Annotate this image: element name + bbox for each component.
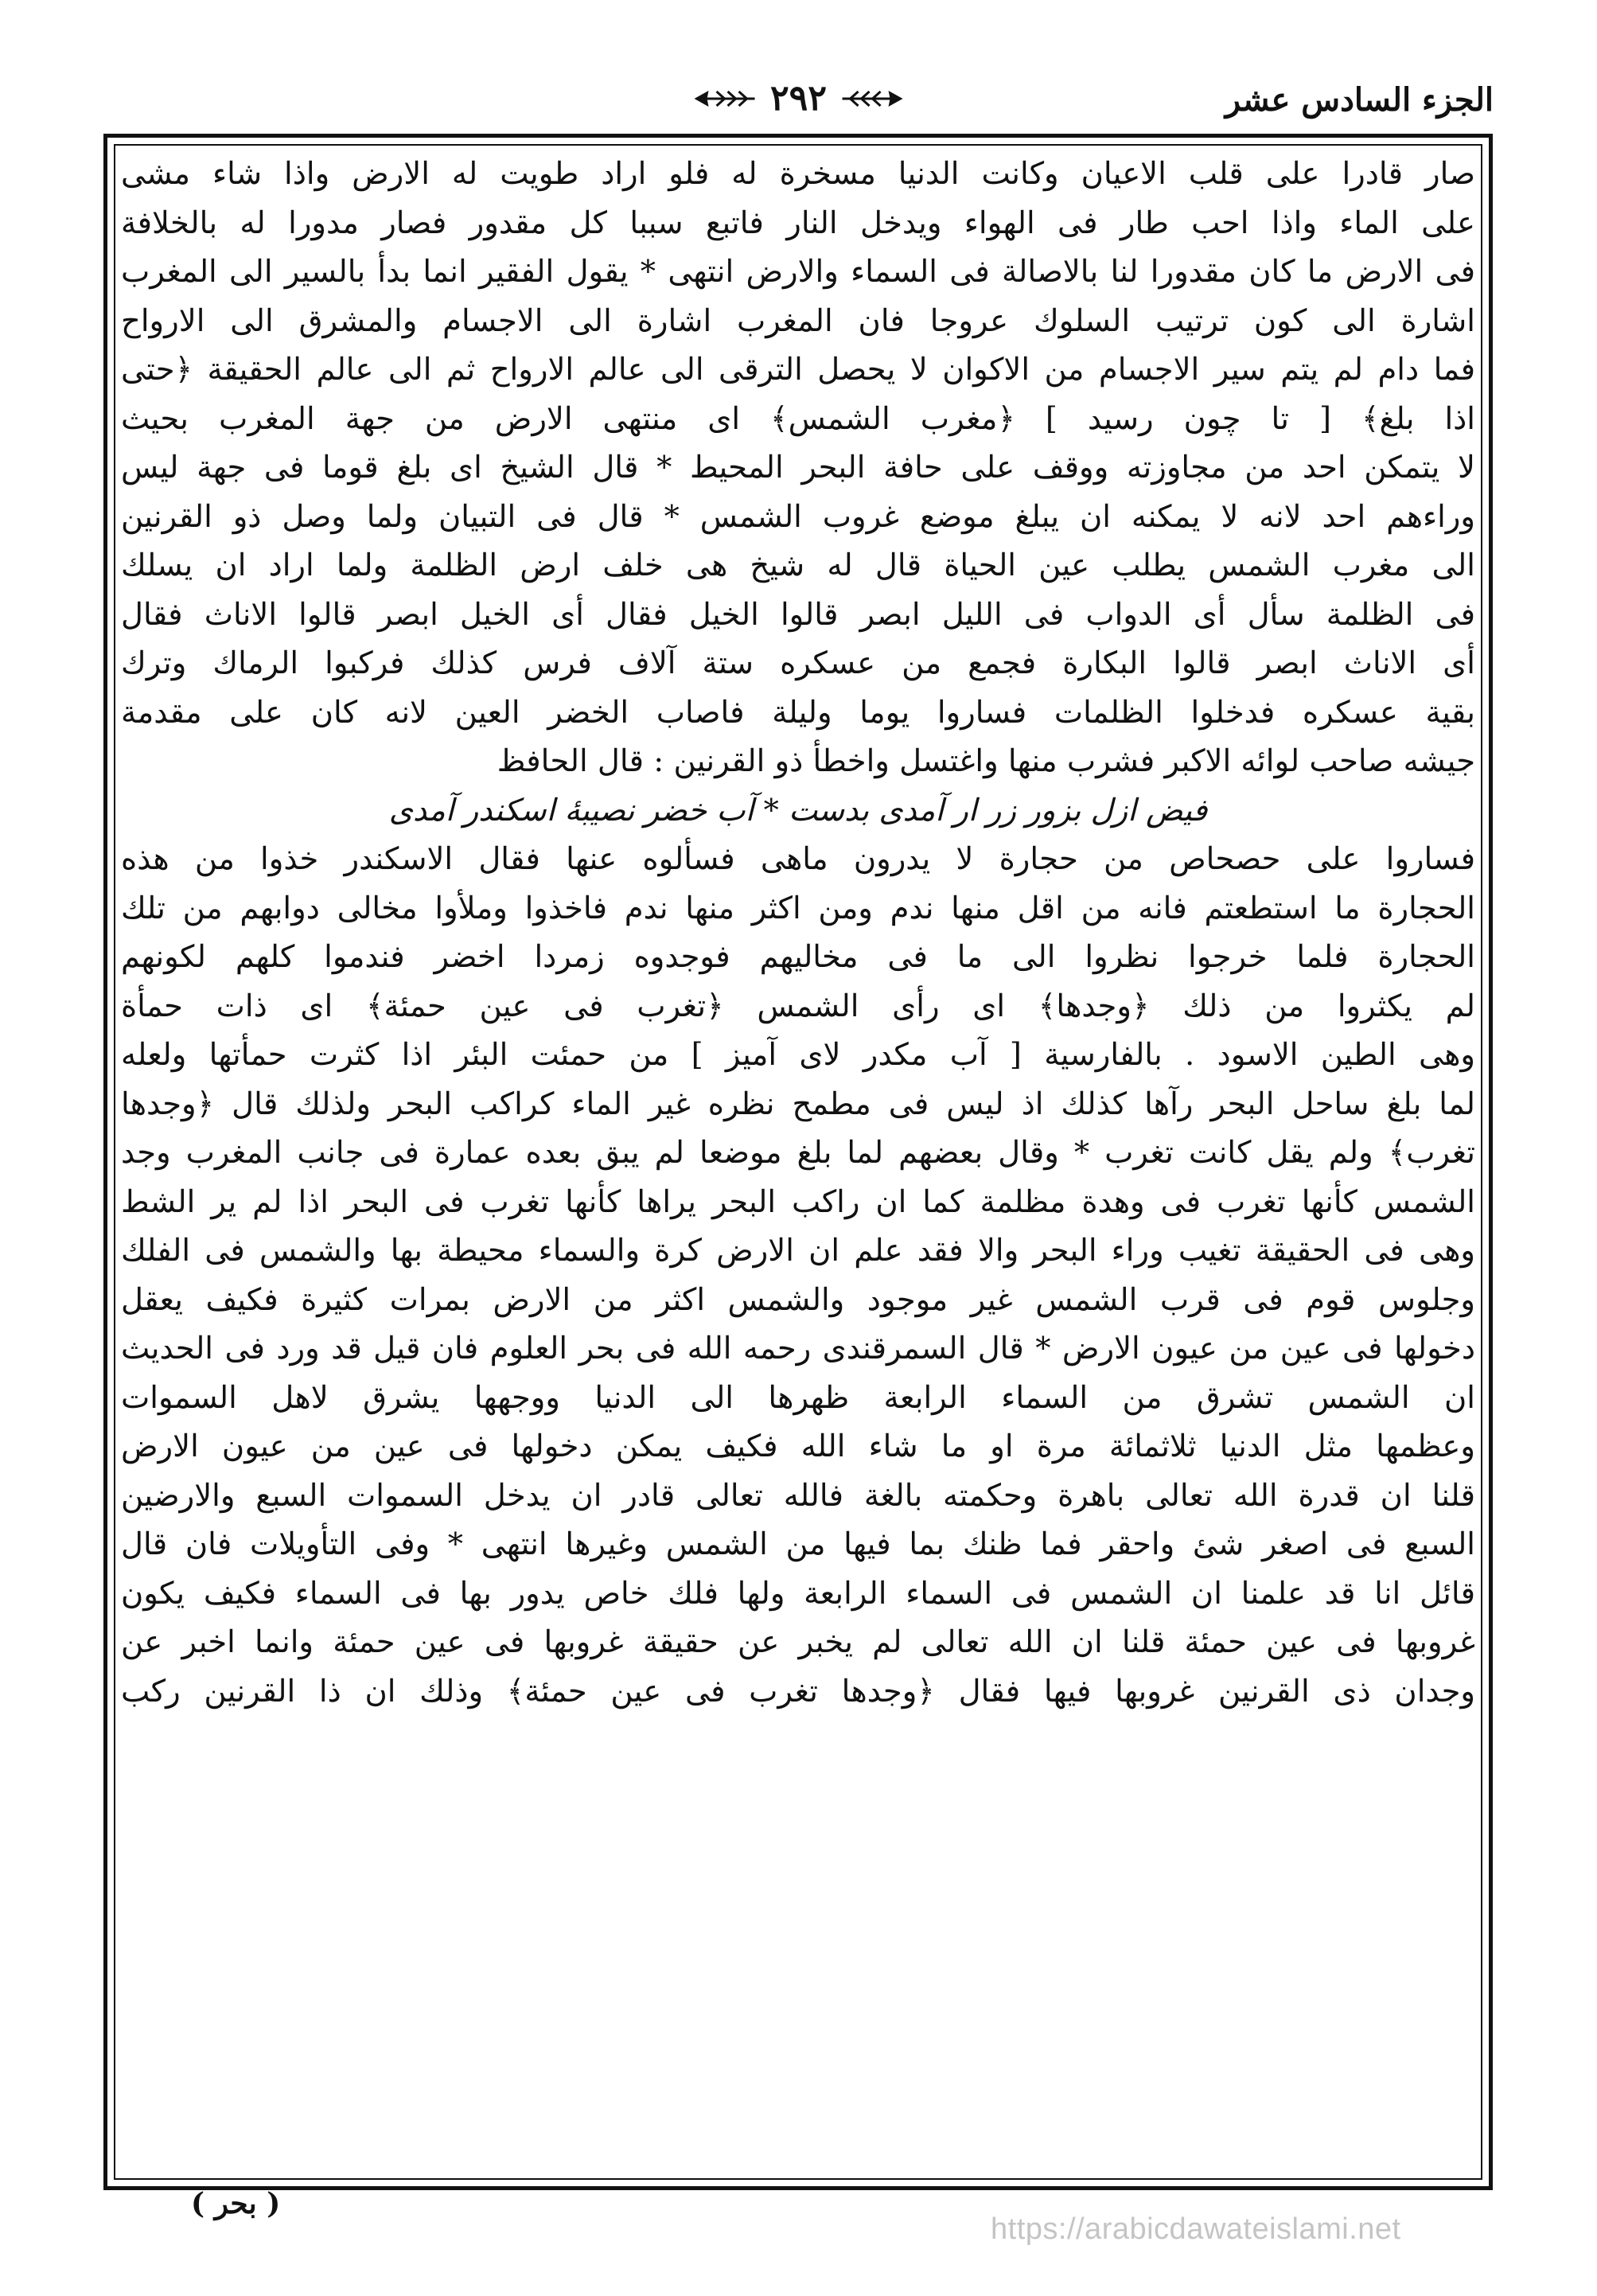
- text-line: تغرب﴾ ولم يقل كانت تغرب * وقال بعضهم لما بلغ موضعا لم يبق بعده عمارة فى جانب المغرب وجد: [121, 1135, 1475, 1171]
- text-line: السبع فى اصغر شئ واحقر فما ظنك بما فيها من الشمس وغيرها انتهى * وفى التأويلات فان قال: [121, 1526, 1475, 1562]
- text-line: الشمس كأنها تغرب فى وهدة مظلمة كما ان راكب البحر يراها كأنها تغرب فى البحر اذا لم ير الشط: [121, 1183, 1475, 1220]
- text-line: وهى الطين الاسود . بالفارسية [ آب مكدر لاى آميز ] من حمئت البئر اذا كثرت حمأتها ولعله: [121, 1037, 1475, 1073]
- text-line: بقية عسكره فدخلوا الظلمات فساروا يوما وليلة فاصاب الخضر العين لانه كان على مقدمة: [121, 694, 1475, 731]
- text-line: فساروا على حصحاص من حجارة لا يدرون ماهى فسألوه عنها فقال الاسكندر خذوا من هذه: [121, 841, 1475, 877]
- text-line: اشارة الى كون ترتيب السلوك عروجا فان المغرب اشارة الى الاجسام والمشرق الى الارواح: [121, 302, 1475, 339]
- running-title: الجزء السادس عشر: [1225, 81, 1494, 119]
- text-line: ان الشمس تشرق من السماء الرابعة ظهرها الى الدنيا ووجهها يشرق لاهل السموات: [121, 1379, 1475, 1416]
- page-header: [103, 73, 1494, 137]
- text-line: وهى فى الحقيقة تغيب وراء البحر والا فقد علم ان الارض كرة والسماء محيطة بها والشمس فى الفلك: [121, 1233, 1475, 1269]
- ornament-left-icon: [692, 87, 756, 111]
- text-line: الى مغرب الشمس يطلب عين الحياة قال له شيخ هى خلف ارض الظلمة ولما اراد ان يسلك: [121, 548, 1475, 583]
- text-line: وعظمها مثل الدنيا ثلاثمائة مرة او ما شاء الله فكيف يمكن دخولها فى عين من عيون الارض: [121, 1429, 1475, 1464]
- text-line: فى الظلمة سأل أى الدواب فى الليل ابصر قالوا الخيل فقال أى الخيل ابصر قالوا الاناث فقال: [121, 596, 1475, 633]
- text-line: لم يكثروا من ذلك ﴿وجدها﴾ اى رأى الشمس ﴿تغرب فى عين حمئة﴾ اى ذات حمأة: [121, 988, 1475, 1024]
- text-line: قلنا ان قدرة الله تعالى باهرة وحكمته بالغة فالله تعالى قادر ان يدخل السموات السبع والارضين: [121, 1477, 1475, 1514]
- main-text: [121, 150, 1475, 1716]
- poetry-verse: فيض ازل بزور زر ار آمدى بدست * آب خضر نصيبهٔ اسكندر آمدى: [388, 792, 1208, 828]
- text-line: على الماء واذا احب طار فى الهواء ويدخل النار فاتبع سببا كل مقدور فصار مدورا له بالخلافة: [121, 205, 1475, 241]
- ornament-right-icon: [841, 87, 905, 111]
- text-line: فى الارض ما كان مقدورا لنا بالاصالة فى السماء والارض انتهى * يقول الفقير انما بدأ بالسير الى المغرب: [121, 254, 1475, 290]
- text-line: الحجارة ما استطعتم فانه من اقل منها ندم ومن اكثر منها ندم فاخذوا وملأوا مخالى دوابهم من تلك: [121, 890, 1475, 926]
- text-line: قائل انا قد علمنا ان الشمس فى السماء الرابعة ولها فلك خاص يدور بها فى السماء فكيف يكون: [121, 1575, 1475, 1612]
- text-line: صار قادرا على قلب الاعيان وكانت الدنيا مسخرة له فلو اراد طويت له الارض واذا شاء مشى: [121, 156, 1475, 192]
- catchword: ( بحر ): [191, 2187, 281, 2220]
- text-line: لا يتمكن احد من مجاوزته ووقف على حافة البحر المحيط * قال الشيخ اى بلغ قوما فى جهة ليس: [121, 450, 1475, 485]
- text-line: جيشه صاحب لوائه الاكبر فشرب منها واغتسل واخطأ ذو القرنين : قال الحافظ: [497, 743, 1475, 779]
- text-line: أى الاناث ابصر قالوا البكارة فجمع من عسكره ستة آلاف فرس كذلك فركبوا الرماك وترك: [121, 645, 1475, 681]
- text-line: وراءهم احد لانه لا يمكنه ان يبلغ موضع غروب الشمس * قال فى التبيان ولما وصل ذو القرنين: [121, 498, 1475, 535]
- text-line: وجدان ذى القرنين غروبها فيها فقال ﴿وجدها تغرب فى عين حمئة﴾ وذلك ان ذا القرنين ركب: [121, 1673, 1475, 1709]
- text-line: الحجارة فلما خرجوا نظروا الى ما فى مخاليهم فوجدوه زمردا اخضر فندموا كلهم لكونهم: [121, 939, 1475, 975]
- text-line: غروبها فى عين حمئة قلنا ان الله تعالى لم يخبر عن حقيقة غروبها فى عين حمئة وانما اخبر عن: [121, 1624, 1475, 1660]
- website-watermark: https://arabicdawateislami.net: [991, 2212, 1401, 2246]
- text-line: وجلوس قوم فى قرب الشمس غير موجود والشمس اكثر من الارض بمرات كثيرة فكيف يعقل: [121, 1281, 1475, 1318]
- text-line: فما دام لم يتم سير الاجسام من الاكوان لا يحصل الترقى الى عالم الارواح ثم الى عالم الحقيقة ﴿حتى: [121, 352, 1475, 388]
- page-number-group: [692, 78, 905, 119]
- page-number: ۲۹۲: [770, 78, 827, 119]
- text-line: اذا بلغ﴾ [ تا چون رسيد ] ﴿مغرب الشمس﴾ اى منتهى الارض من جهة المغرب بحيث: [121, 400, 1475, 437]
- text-line: دخولها فى عين من عيون الارض * قال السمرقندى رحمه الله فى بحر العلوم فان قيل قد ورد فى الحديث: [121, 1331, 1475, 1366]
- text-line: لما بلغ ساحل البحر رآها كذلك اذ ليس فى مطمح نظره غير الماء كراكب البحر ولذلك قال ﴿وجدها: [121, 1086, 1475, 1122]
